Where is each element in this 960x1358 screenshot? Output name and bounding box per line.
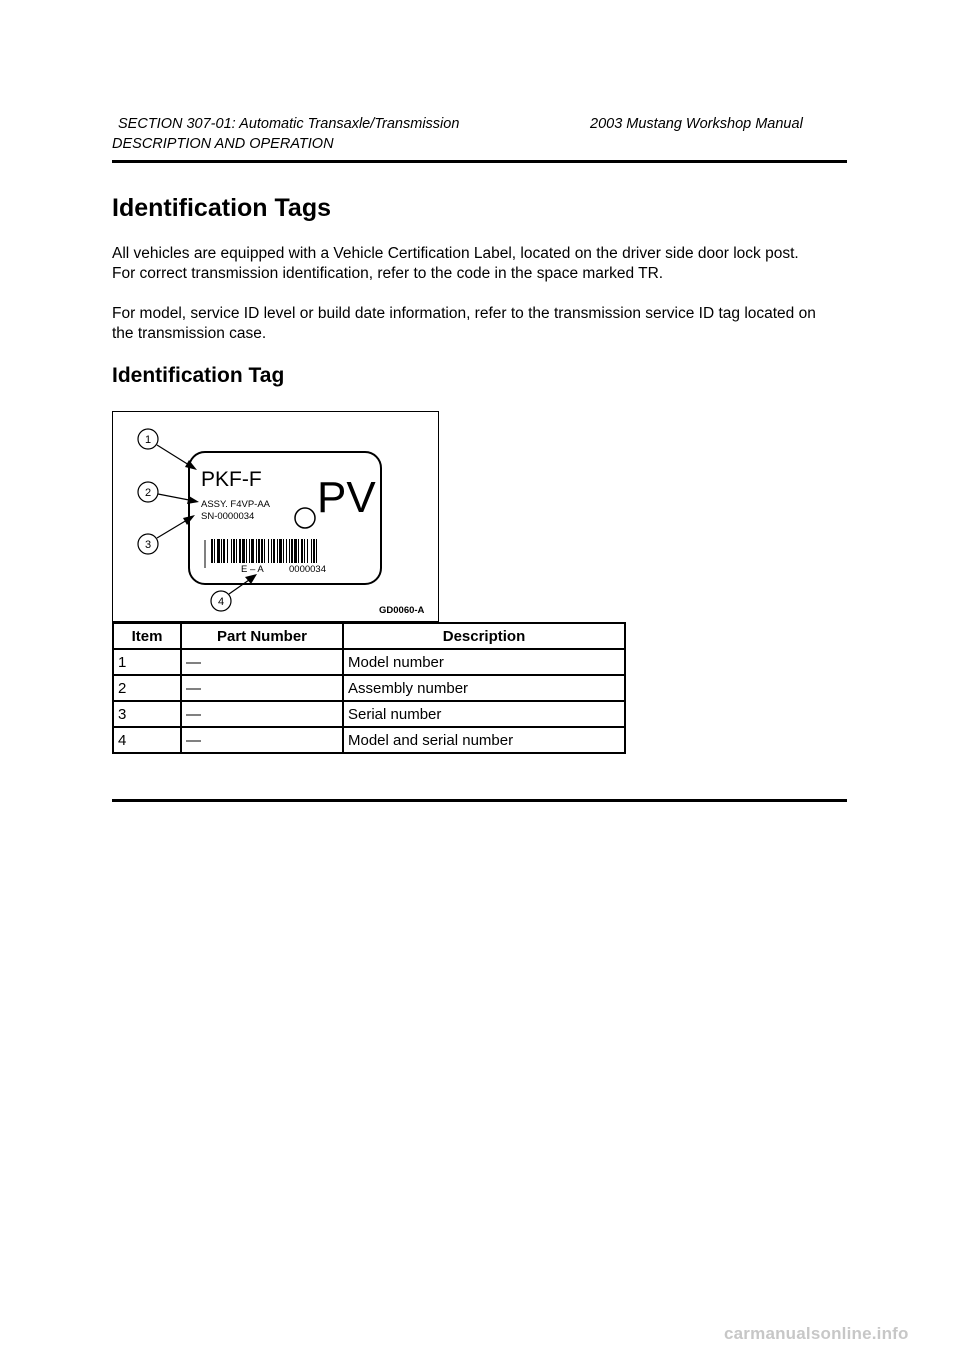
barcode-bar — [298, 539, 299, 563]
column-header-description: Description — [343, 623, 625, 649]
watermark: carmanualsonline.info — [724, 1324, 909, 1343]
cell-part-number: — — [181, 727, 343, 753]
barcode-right-text: 0000034 — [289, 564, 326, 575]
barcode-bar — [223, 539, 225, 563]
barcode-bar — [264, 539, 265, 563]
tag-serial-text: SN-0000034 — [201, 511, 255, 522]
page-title: Identification Tags — [112, 194, 331, 222]
cell-part-number: — — [181, 701, 343, 727]
tag-illustration — [113, 412, 438, 621]
tag-assembly-text: ASSY. F4VP-AA — [201, 499, 270, 510]
callout-1-leader — [157, 445, 189, 465]
paragraph-line: All vehicles are equipped with a Vehicle Certification Label, located on the driver side door lock post. — [112, 245, 799, 262]
barcode-bar — [268, 539, 269, 563]
barcode-bar — [258, 539, 260, 563]
barcode-left-text: E – A — [241, 564, 264, 575]
barcode-bar — [311, 539, 312, 563]
callout-1-label: 1 — [144, 434, 152, 446]
barcode-bar — [294, 539, 297, 563]
column-header-part-number: Part Number — [181, 623, 343, 649]
cell-item: 4 — [113, 727, 181, 753]
section-subtitle: Identification Tag — [112, 364, 285, 387]
bottom-divider — [112, 799, 847, 802]
barcode-bar — [239, 539, 241, 563]
cell-description: Model number — [343, 649, 625, 675]
barcode-bar — [313, 539, 315, 563]
barcode-bar — [242, 539, 245, 563]
paragraph-service-id — [112, 304, 852, 344]
header-section-title: SECTION 307-01: Automatic Transaxle/Transmission — [118, 116, 460, 132]
barcode-bar — [283, 539, 284, 563]
column-header-item: Item — [113, 623, 181, 649]
barcode-bar — [221, 539, 222, 563]
barcode-bar — [289, 539, 290, 563]
barcode-bar — [307, 539, 308, 563]
top-divider — [112, 160, 847, 163]
header-manual-title: 2003 Mustang Workshop Manual — [590, 116, 803, 132]
barcode-bar — [236, 539, 237, 563]
barcode-bar — [261, 539, 263, 563]
legend-table — [112, 622, 626, 754]
barcode-bar — [286, 539, 287, 563]
paragraph-line: the transmission case. — [112, 325, 267, 342]
barcode-bar — [217, 539, 220, 563]
barcode-bar — [214, 539, 215, 563]
paragraph-line: For model, service ID level or build date information, refer to the transmission service ID tag located on — [112, 305, 816, 322]
cell-item: 1 — [113, 649, 181, 675]
cell-item: 3 — [113, 701, 181, 727]
barcode-bar — [301, 539, 303, 563]
callout-2-leader — [158, 494, 189, 500]
barcode-bar — [316, 539, 317, 563]
table-row — [113, 701, 625, 727]
table-header-row — [113, 623, 625, 649]
identification-tag-figure — [112, 411, 439, 622]
tag-code-text: PV — [317, 473, 376, 522]
barcode-bar — [277, 539, 278, 563]
barcode-bar — [291, 539, 293, 563]
barcode-bar — [279, 539, 282, 563]
barcode-bar — [273, 539, 275, 563]
callout-4-label: 4 — [217, 596, 225, 608]
paragraph-line: For correct transmission identification, refer to the code in the space marked TR. — [112, 265, 664, 282]
barcode-bar — [246, 539, 247, 563]
paragraph-certification-label — [112, 244, 852, 284]
callout-3-leader — [157, 520, 187, 538]
barcode-bar — [231, 539, 232, 563]
tag-model-text: PKF-F — [201, 468, 262, 491]
table-row — [113, 649, 625, 675]
cell-description: Assembly number — [343, 675, 625, 701]
cell-item: 2 — [113, 675, 181, 701]
callout-2-label: 2 — [144, 487, 152, 499]
table-row — [113, 675, 625, 701]
barcode-bar — [304, 539, 305, 563]
cell-part-number: — — [181, 649, 343, 675]
barcode-bar — [256, 539, 257, 563]
barcode-bar — [271, 539, 272, 563]
cell-description: Model and serial number — [343, 727, 625, 753]
barcode-bar — [227, 539, 228, 563]
table-row — [113, 727, 625, 753]
cell-part-number: — — [181, 675, 343, 701]
barcode-bar — [211, 539, 213, 563]
barcode-bar — [249, 539, 250, 563]
barcode-bar — [251, 539, 254, 563]
figure-id: GD0060-A — [379, 605, 425, 616]
header-subsection: DESCRIPTION AND OPERATION — [112, 136, 334, 152]
barcode-bar — [233, 539, 235, 563]
cell-description: Serial number — [343, 701, 625, 727]
callout-3-label: 3 — [144, 539, 152, 551]
